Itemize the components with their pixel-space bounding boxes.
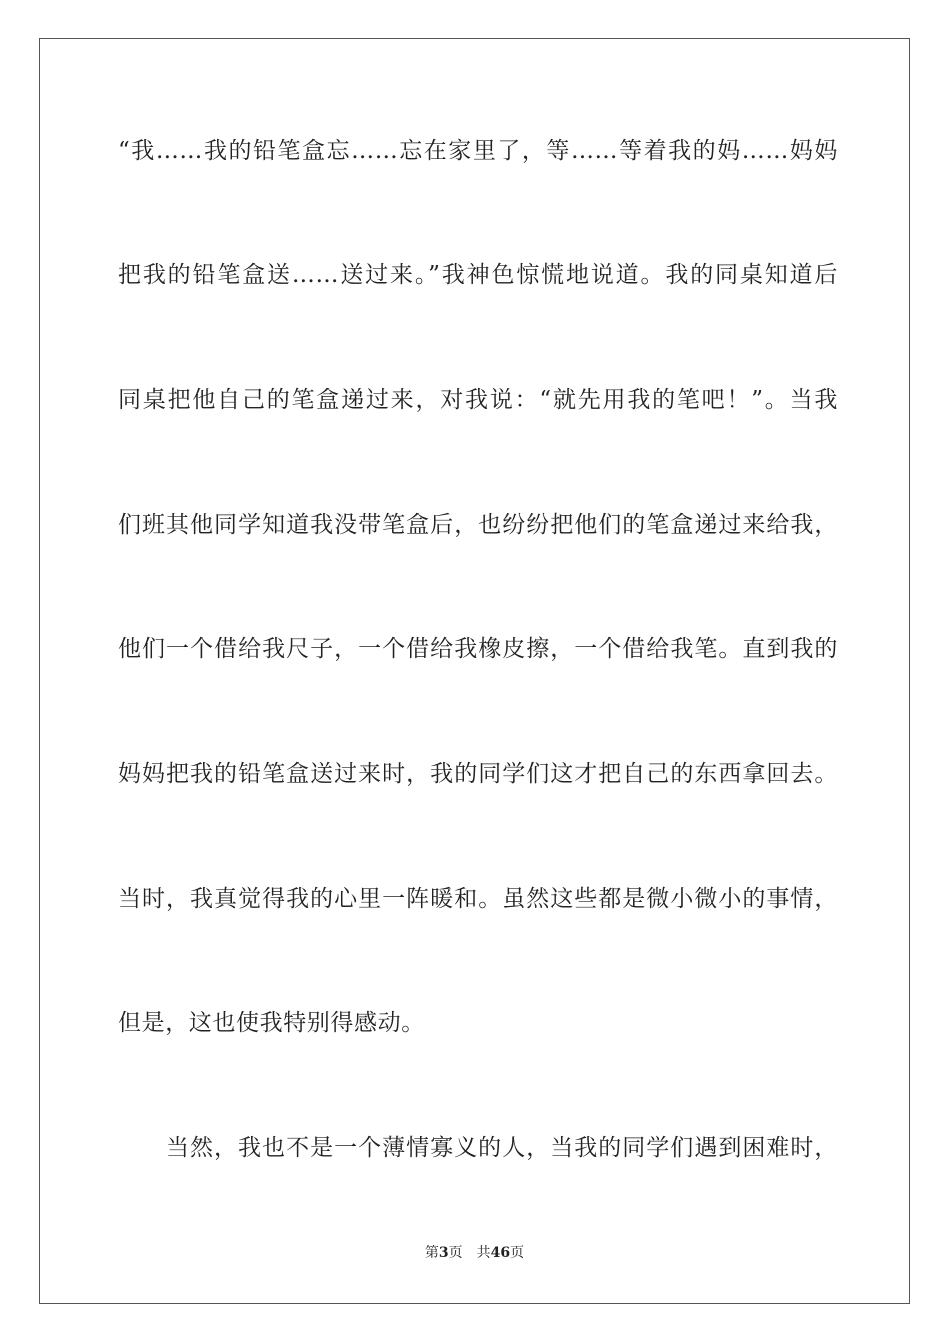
text-line-2: 把我的铅笔盒送……送过来。”我神色惊慌地说道。我的同桌知道后 (118, 262, 838, 288)
text-line-9-paragraph-start: 当然，我也不是一个薄情寡义的人，当我的同学们遇到困难时， (166, 1135, 838, 1161)
text-line-8: 但是，这也使我特别得感动。 (118, 1010, 425, 1036)
page-footer (40, 1242, 909, 1262)
text-line-5: 他们一个借给我尺子，一个借给我橡皮擦，一个借给我笔。直到我的 (118, 636, 838, 662)
text-line-7: 当时，我真觉得我的心里一阵暖和。虽然这些都是微小微小的事情， (118, 886, 838, 912)
page-prefix: 第 (424, 1245, 439, 1261)
total-prefix: 共 (476, 1245, 491, 1261)
total-pages: 46 (490, 1245, 511, 1261)
total-suffix: 页 (510, 1245, 525, 1261)
text-line-6: 妈妈把我的铅笔盒送过来时，我的同学们这才把自己的东西拿回去。 (118, 761, 838, 787)
text-line-4: 们班其他同学知道我没带笔盒后，也纷纷把他们的笔盒递过来给我， (118, 512, 838, 538)
text-line-3: 同桌把他自己的笔盒递过来，对我说：“就先用我的笔吧！”。当我 (118, 387, 838, 413)
page-suffix: 页 (448, 1245, 463, 1261)
page-number: 3 (438, 1245, 449, 1261)
document-page (39, 38, 910, 1304)
text-line-1: “我……我的铅笔盒忘……忘在家里了，等……等着我的妈……妈妈 (118, 138, 838, 164)
